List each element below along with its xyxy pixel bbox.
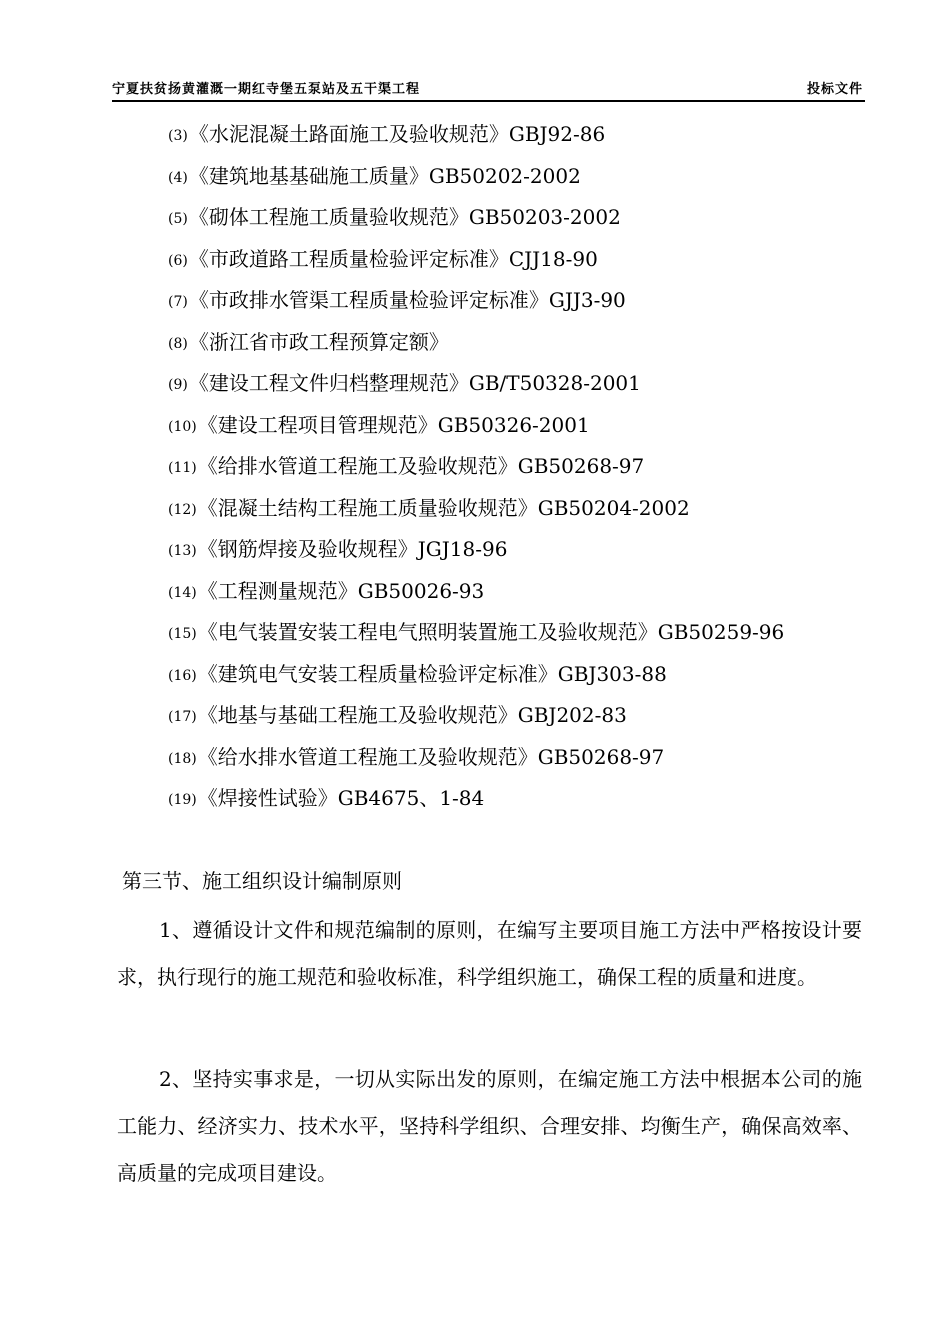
list-item: [168, 119, 784, 161]
list-item: [168, 410, 784, 452]
list-item-text: 《给排水管道工程施工及验收规范》GB50268-97: [197, 454, 645, 478]
list-item-text: 《混凝土结构工程施工质量验收规范》GB50204-2002: [197, 495, 690, 520]
list-item-text: 《建筑电气安装工程质量检验评定标准》GBJ303-88: [197, 661, 667, 686]
header-project-title: 宁夏扶贫扬黄灌溉一期红寺堡五泵站及五干渠工程: [112, 82, 421, 97]
list-item-number: (4): [168, 169, 188, 186]
list-item-text: 《水泥混凝土路面施工及验收规范》GBJ92-86: [188, 122, 606, 146]
list-item: [168, 202, 784, 244]
list-item: [168, 493, 784, 535]
list-item-number: (8): [168, 335, 188, 352]
list-item: [168, 451, 784, 493]
list-item-text: 《钢筋焊接及验收规程》JGJ18-96: [197, 537, 508, 561]
list-item-number: (14): [168, 584, 197, 601]
list-item-number: (13): [168, 543, 197, 559]
list-item: [168, 576, 784, 618]
list-item-number: (17): [168, 709, 197, 725]
list-item-number: (10): [168, 418, 197, 435]
list-item-number: (7): [168, 294, 188, 310]
list-item-text: 《建设工程项目管理规范》GB50326-2001: [197, 412, 590, 437]
list-item-text: 《电气装置安装工程电气照明装置施工及验收规范》GB50259-96: [197, 620, 785, 644]
list-item-text: 《建设工程文件归档整理规范》GB/T50328-2001: [188, 371, 641, 395]
list-item: [168, 742, 784, 784]
list-item: [168, 161, 784, 203]
section-title: 第三节、施工组织设计编制原则: [122, 869, 402, 893]
list-item-text: 《市政排水管渠工程质量检验评定标准》GJJ3-90: [188, 288, 626, 312]
list-item-text: 《建筑地基基础施工质量》GB50202-2002: [188, 163, 581, 188]
list-item-number: (15): [168, 626, 197, 642]
list-item: [168, 244, 784, 286]
list-item-text: 《给水排水管道工程施工及验收规范》GB50268-97: [197, 744, 665, 769]
list-item: [168, 617, 784, 659]
list-item-number: (11): [168, 460, 197, 476]
list-item-text: 《地基与基础工程施工及验收规范》GBJ202-83: [197, 703, 627, 727]
list-item-number: (19): [168, 792, 197, 808]
list-item-text: 《工程测量规范》GB50026-93: [197, 578, 485, 603]
page-header: [112, 76, 865, 102]
list-item-text: 《市政道路工程质量检验评定标准》CJJ18-90: [188, 246, 598, 271]
list-item-number: (16): [168, 667, 197, 684]
list-item-number: (9): [168, 377, 188, 393]
reference-standards-list: [168, 119, 784, 825]
list-item-number: (12): [168, 501, 197, 518]
list-item: [168, 327, 784, 369]
list-item-text: 《浙江省市政工程预算定额》: [188, 329, 449, 354]
list-item: [168, 534, 784, 576]
list-item: [168, 700, 784, 742]
list-item-text: 《砌体工程施工质量验收规范》GB50203-2002: [188, 205, 621, 229]
list-item: [168, 783, 784, 825]
list-item-number: (18): [168, 750, 197, 767]
list-item: [168, 368, 784, 410]
list-item-number: (3): [168, 128, 188, 144]
list-item-number: (6): [168, 252, 188, 269]
paragraph: 1、遵循设计文件和规范编制的原则，在编写主要项目施工方法中严格按设计要求，执行现行的施工规范和验收标准，科学组织施工，确保工程的质量和进度。: [117, 918, 862, 989]
list-item: [168, 285, 784, 327]
header-document-type: 投标文件: [806, 82, 863, 97]
list-item-number: (5): [168, 211, 188, 227]
paragraph: 2、坚持实事求是，一切从实际出发的原则，在编定施工方法中根据本公司的施工能力、经济实力、技术水平，坚持科学组织、合理安排、均衡生产，确保高效率、高质量的完成项目建设。: [117, 1067, 862, 1185]
list-item-text: 《焊接性试验》GB4675、1-84: [197, 786, 485, 810]
list-item: [168, 659, 784, 701]
